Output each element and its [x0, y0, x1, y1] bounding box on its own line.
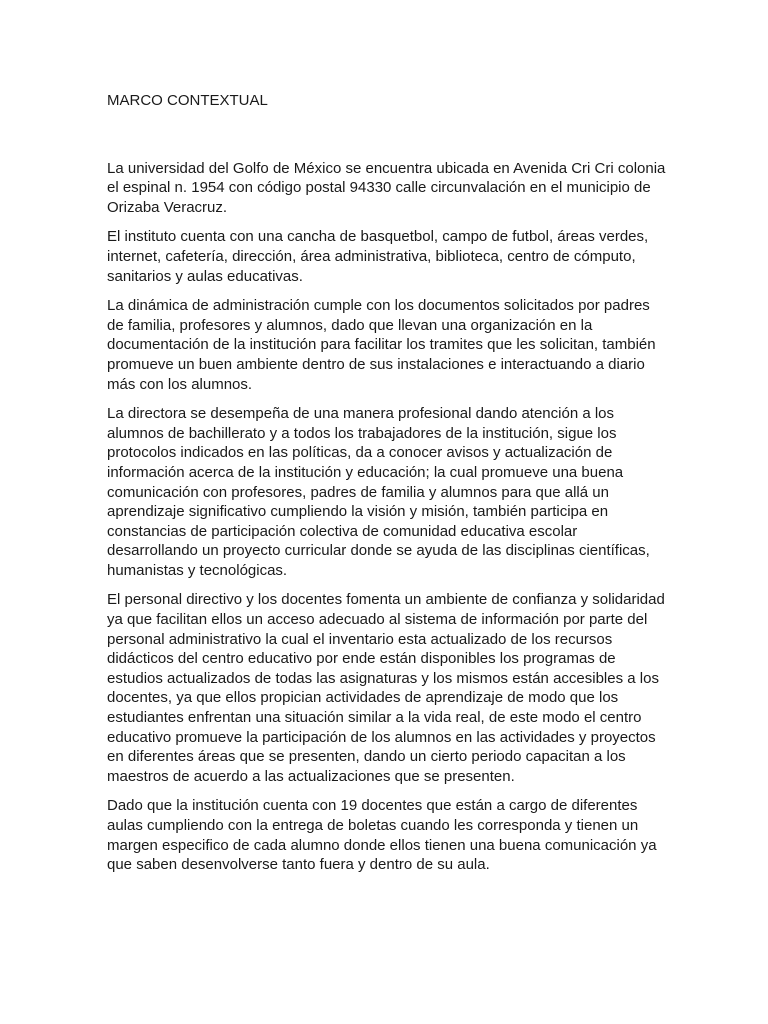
paragraph-staff: El personal directivo y los docentes fomenta un ambiente de confianza y solidaridad ya que facilitan ellos un acceso adecuado al sistema de información por parte del personal administrativo la cual el inventario esta actualizado de los recursos didácticos del centro educativo por ende están disponibles los programas de estudios actualizados de todas las asignaturas y los mismos están accesibles a los docentes, ya que ellos propician actividades de aprendizaje de modo que los estudiantes enfrentan una situación similar a la vida real, de este modo el centro educativo promueve la participación de los alumnos en las actividades y proyectos en diferentes áreas que se presenten, dando un cierto periodo capacitan a los maestros de acuerdo a las actualizaciones que se presenten. [107, 591, 665, 785]
document-title: MARCO CONTEXTUAL [107, 92, 268, 109]
paragraph-facilities: El instituto cuenta con una cancha de basquetbol, campo de futbol, áreas verdes, internet, cafetería, dirección, área administrativa, biblioteca, centro de cómputo, sanitarios y aulas educativas. [107, 228, 649, 285]
document-body [107, 91, 667, 885]
paragraph-director: La directora se desempeña de una manera profesional dando atención a los alumnos de bachillerato y a todos los trabajadores de la institución, sigue los protocolos indicados en las políticas, da a conocer avisos y actualización de información acerca de la institución y educación; la cual promueve una buena comunicación con profesores, padres de familia y alumnos para que allá un aprendizaje significativo cumpliendo la visión y misión, también participa en constancias de participación colectiva de comunidad educativa escolar desarrollando un proyecto curricular donde se ayuda de las disciplinas científicas, humanistas y tecnológicas. [107, 405, 650, 579]
paragraph-teachers: Dado que la institución cuenta con 19 docentes que están a cargo de diferentes aulas cumpliendo con la entrega de boletas cuando les corresponda y tienen un margen especifico de cada alumno donde ellos tienen una buena comunicación ya que saben desenvolverse tanto fuera y dentro de su aula. [107, 797, 657, 874]
paragraph-administration: La dinámica de administración cumple con los documentos solicitados por padres de familia, profesores y alumnos, dado que llevan una organización en la documentación de la institución para facilitar los tramites que les solicitan, también promueve un buen ambiente dentro de sus instalaciones e interactuando a diario más con los alumnos. [107, 297, 656, 393]
paragraph-location: La universidad del Golfo de México se encuentra ubicada en Avenida Cri Cri colonia el espinal n. 1954 con código postal 94330 calle circunvalación en el municipio de Orizaba Veracruz. [107, 159, 666, 216]
